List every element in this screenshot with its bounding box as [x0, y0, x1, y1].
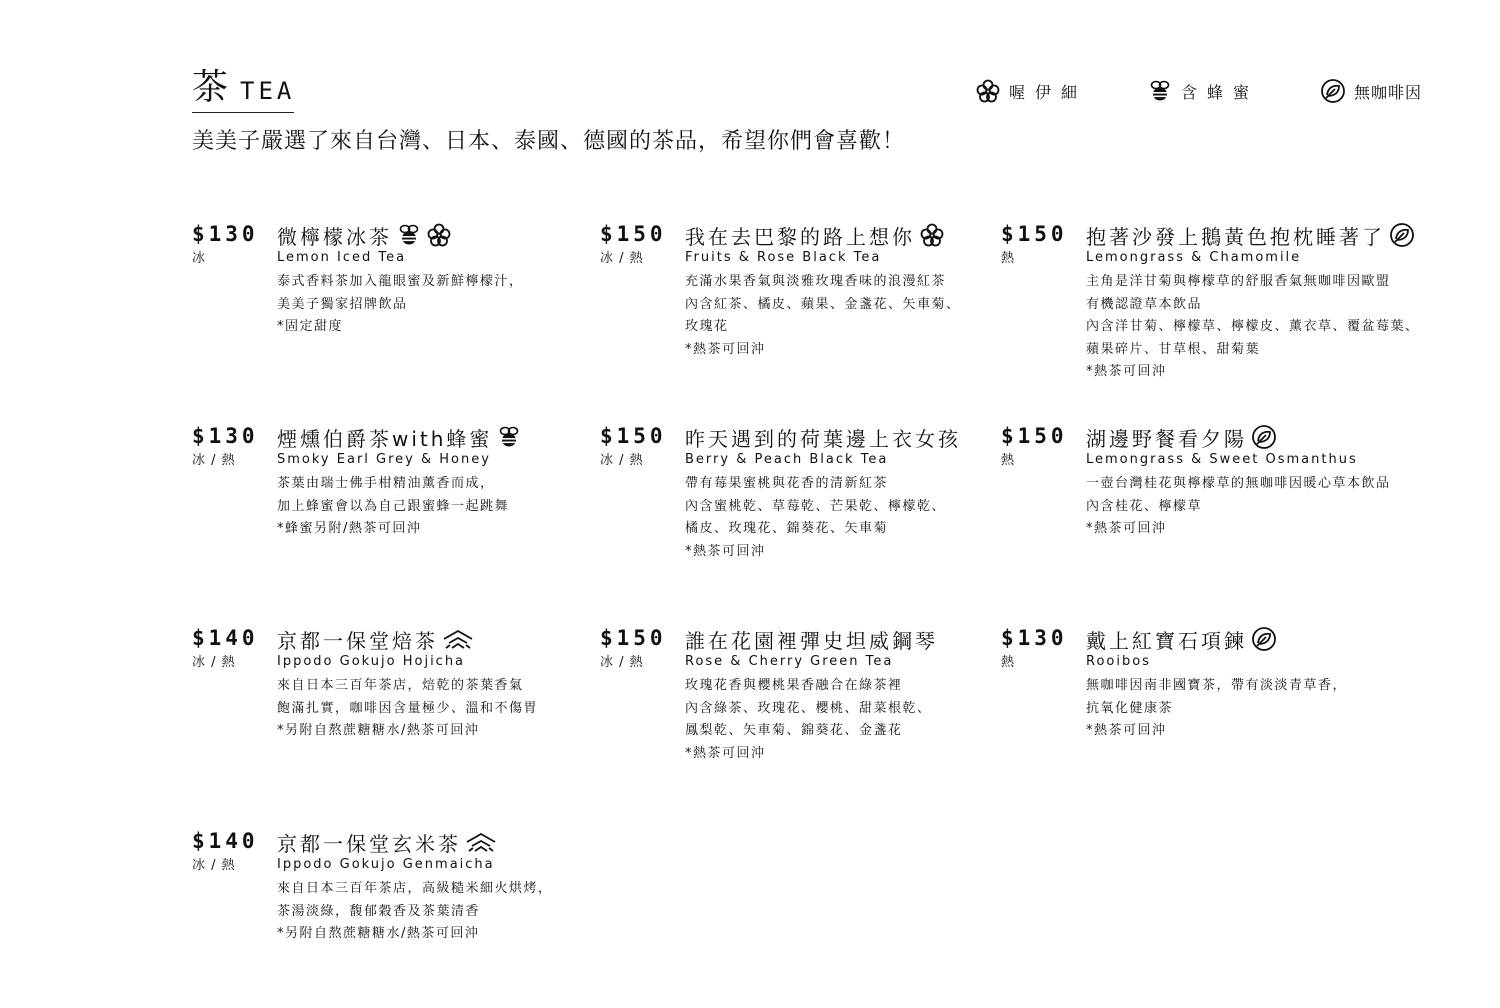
- item-price: $150: [1001, 424, 1068, 448]
- item-description-line: 內含洋甘菊、檸檬草、檸檬皮、薰衣草、覆盆莓葉、: [1086, 319, 1420, 334]
- leaf-icon: [1251, 626, 1277, 652]
- item-name: [685, 626, 1045, 652]
- item-description-line: 帶有莓果蜜桃與花香的清新紅茶: [685, 476, 889, 491]
- item-name-text: 湖邊野餐看夕陽: [1086, 426, 1247, 451]
- legend-osmanthus-label: 喔伊細: [1009, 82, 1088, 102]
- item-temperature: 熱: [1001, 655, 1016, 670]
- item-description-line: 飽滿扎實，咖啡因含量極少、溫和不傷胃: [277, 700, 539, 716]
- item-description: [277, 271, 637, 339]
- title-chinese: 茶: [192, 67, 229, 108]
- legend-nocaf-label: 無咖啡因: [1354, 82, 1423, 102]
- item-name: [685, 424, 1045, 450]
- item-name-text: 我在去巴黎的路上想你: [685, 224, 915, 249]
- item-description-line: 泰式香料茶加入龍眼蜜及新鮮檸檬汁，: [277, 274, 524, 289]
- item-english-name: Berry & Peach Black Tea: [685, 452, 889, 467]
- item-description-line: 橘皮、玫瑰花、錦葵花、矢車菊: [685, 521, 889, 536]
- item-price: $150: [600, 424, 667, 448]
- item-temperature: 冰: [192, 251, 207, 266]
- item-name: [277, 626, 637, 652]
- item-description-line: 內含紅茶、橘皮、蘋果、金盞花、矢車菊、: [685, 296, 961, 312]
- bee-icon: [1147, 78, 1173, 104]
- legend-honey: [1147, 78, 1259, 104]
- item-icons: [465, 831, 497, 853]
- item-price: $140: [192, 829, 259, 853]
- item-name-text: 京都一保堂焙茶: [277, 628, 438, 653]
- item-description-line: *熱茶可回沖: [685, 543, 766, 559]
- item-description-line: *固定甜度: [277, 319, 344, 334]
- item-english-name: Rooibos: [1086, 654, 1151, 669]
- item-temperature: 熱: [1001, 453, 1016, 468]
- item-description-line: *熱茶可回沖: [1086, 364, 1167, 379]
- item-english-name: Rose & Cherry Green Tea: [685, 654, 894, 669]
- item-description-line: 抗氧化健康茶: [1086, 700, 1174, 716]
- item-temperature: 冰 / 熱: [192, 453, 236, 468]
- legend-honey-label: 含蜂蜜: [1181, 82, 1260, 102]
- item-description: [277, 675, 637, 743]
- item-name: [277, 424, 637, 450]
- item-icons: [1251, 424, 1277, 450]
- item-description-line: 茶湯淡綠，馥郁穀香及茶葉清香: [277, 903, 481, 919]
- item-price: $140: [192, 626, 259, 650]
- item-temperature: 冰 / 熱: [192, 858, 236, 873]
- item-name: [685, 222, 1045, 248]
- item-price: $130: [192, 424, 259, 448]
- item-description-line: *熱茶可回沖: [685, 745, 766, 761]
- item-temperature: 冰 / 熱: [600, 453, 644, 468]
- item-price: $150: [600, 222, 667, 246]
- item-description: [1086, 675, 1446, 743]
- item-description: [685, 473, 1045, 563]
- item-icons: [496, 424, 522, 450]
- item-name-text: 微檸檬冰茶: [277, 224, 392, 249]
- item-description-line: 內含桂花、檸檬草: [1086, 498, 1203, 514]
- item-description-line: 茶葉由瑞士佛手柑精油薰香而成，: [277, 476, 495, 491]
- item-icons: [1251, 626, 1277, 652]
- ippodo-logo-icon: [465, 831, 497, 853]
- item-description-line: 無咖啡因南非國寶茶，帶有淡淡青草香，: [1086, 678, 1348, 693]
- legend-nocaf: [1320, 78, 1422, 104]
- item-description-line: 有機認證草本飲品: [1086, 296, 1203, 312]
- icon-legend: [975, 78, 1445, 108]
- item-name-text: 誰在花園裡彈史坦威鋼琴: [685, 628, 938, 653]
- item-name-text: 煙燻伯爵茶with蜂蜜: [277, 426, 493, 451]
- leaf-icon: [1251, 424, 1277, 450]
- title-english: TEA: [240, 77, 296, 105]
- item-price: $130: [1001, 626, 1068, 650]
- bee-icon: [396, 222, 422, 248]
- item-english-name: Lemongrass & Sweet Osmanthus: [1086, 452, 1358, 467]
- menu-title: [192, 67, 296, 113]
- item-name: [277, 222, 637, 248]
- item-price: $130: [192, 222, 259, 246]
- leaf-icon: [1389, 222, 1415, 248]
- item-description-line: *另附自熬蔗糖糖水/熱茶可回沖: [277, 723, 480, 738]
- leaf-icon: [1320, 78, 1346, 104]
- item-english-name: Fruits & Rose Black Tea: [685, 250, 882, 265]
- item-name: [1086, 222, 1446, 248]
- item-english-name: Lemongrass & Chamomile: [1086, 250, 1302, 265]
- item-description-line: *蜂蜜另附/熱茶可回沖: [277, 521, 422, 536]
- item-name-text: 昨天遇到的荷葉邊上衣女孩: [685, 426, 961, 451]
- flower-icon: [426, 222, 452, 248]
- item-description: [685, 675, 1045, 765]
- item-description-line: *熱茶可回沖: [1086, 521, 1167, 536]
- item-description-line: 鳳梨乾、矢車菊、錦葵花、金盞花: [685, 723, 903, 738]
- item-description-line: 玫瑰花: [685, 319, 729, 334]
- item-name-text: 戴上紅寶石項鍊: [1086, 628, 1247, 653]
- item-temperature: 冰 / 熱: [600, 655, 644, 670]
- item-description: [1086, 473, 1446, 541]
- item-description-line: 內含蜜桃乾、草莓乾、芒果乾、檸檬乾、: [685, 498, 947, 514]
- item-description-line: 美美子獨家招牌飲品: [277, 296, 408, 312]
- item-icons: [1389, 222, 1415, 248]
- item-temperature: 冰 / 熱: [600, 251, 644, 266]
- item-description-line: 一壺台灣桂花與檸檬草的無咖啡因暖心草本飲品: [1086, 476, 1391, 491]
- item-description-line: *另附自熬蔗糖糖水/熱茶可回沖: [277, 926, 480, 941]
- menu-header: [192, 67, 296, 113]
- item-description-line: 充滿水果香氣與淡雅玫瑰香味的浪漫紅茶: [685, 274, 947, 289]
- item-description-line: *熱茶可回沖: [1086, 723, 1167, 738]
- item-name: [1086, 626, 1446, 652]
- item-price: $150: [600, 626, 667, 650]
- item-description-line: *熱茶可回沖: [685, 341, 766, 357]
- bee-icon: [496, 424, 522, 450]
- item-english-name: Lemon Iced Tea: [277, 250, 407, 265]
- item-description-line: 內含綠茶、玫瑰花、櫻桃、甜菜根乾、: [685, 700, 932, 716]
- menu-subtitle: 美美子嚴選了來自台灣、日本、泰國、德國的茶品，希望你們會喜歡！: [192, 129, 906, 154]
- item-description-line: 來自日本三百年茶店，高級糙米細火烘烤，: [277, 881, 553, 896]
- item-icons: [442, 628, 474, 650]
- legend-osmanthus: [975, 78, 1087, 104]
- item-description: [277, 473, 637, 541]
- item-name-text: 抱著沙發上鵝黃色抱枕睡著了: [1086, 224, 1385, 249]
- item-icons: [919, 222, 945, 248]
- flower-icon: [919, 222, 945, 248]
- item-english-name: Ippodo Gokujo Hojicha: [277, 654, 466, 669]
- item-description: [277, 878, 637, 946]
- item-description-line: 主角是洋甘菊與檸檬草的舒服香氣無咖啡因歐盟: [1086, 274, 1391, 289]
- flower-icon: [975, 78, 1001, 104]
- item-english-name: Ippodo Gokujo Genmaicha: [277, 857, 495, 872]
- item-name: [277, 829, 637, 855]
- item-description-line: 蘋果碎片、甘草根、甜菊葉: [1086, 341, 1261, 357]
- item-description: [1086, 271, 1446, 384]
- item-description: [685, 271, 1045, 361]
- item-english-name: Smoky Earl Grey & Honey: [277, 452, 491, 467]
- item-name: [1086, 424, 1446, 450]
- item-description-line: 玫瑰花香與櫻桃果香融合在綠茶裡: [685, 678, 903, 693]
- item-icons: [396, 222, 452, 248]
- ippodo-logo-icon: [442, 628, 474, 650]
- item-temperature: 熱: [1001, 251, 1016, 266]
- item-price: $150: [1001, 222, 1068, 246]
- item-name-text: 京都一保堂玄米茶: [277, 831, 461, 856]
- item-description-line: 加上蜂蜜會以為自己跟蜜蜂一起跳舞: [277, 498, 510, 514]
- item-temperature: 冰 / 熱: [192, 655, 236, 670]
- item-description-line: 來自日本三百年茶店，焙乾的茶葉香氣: [277, 678, 524, 693]
